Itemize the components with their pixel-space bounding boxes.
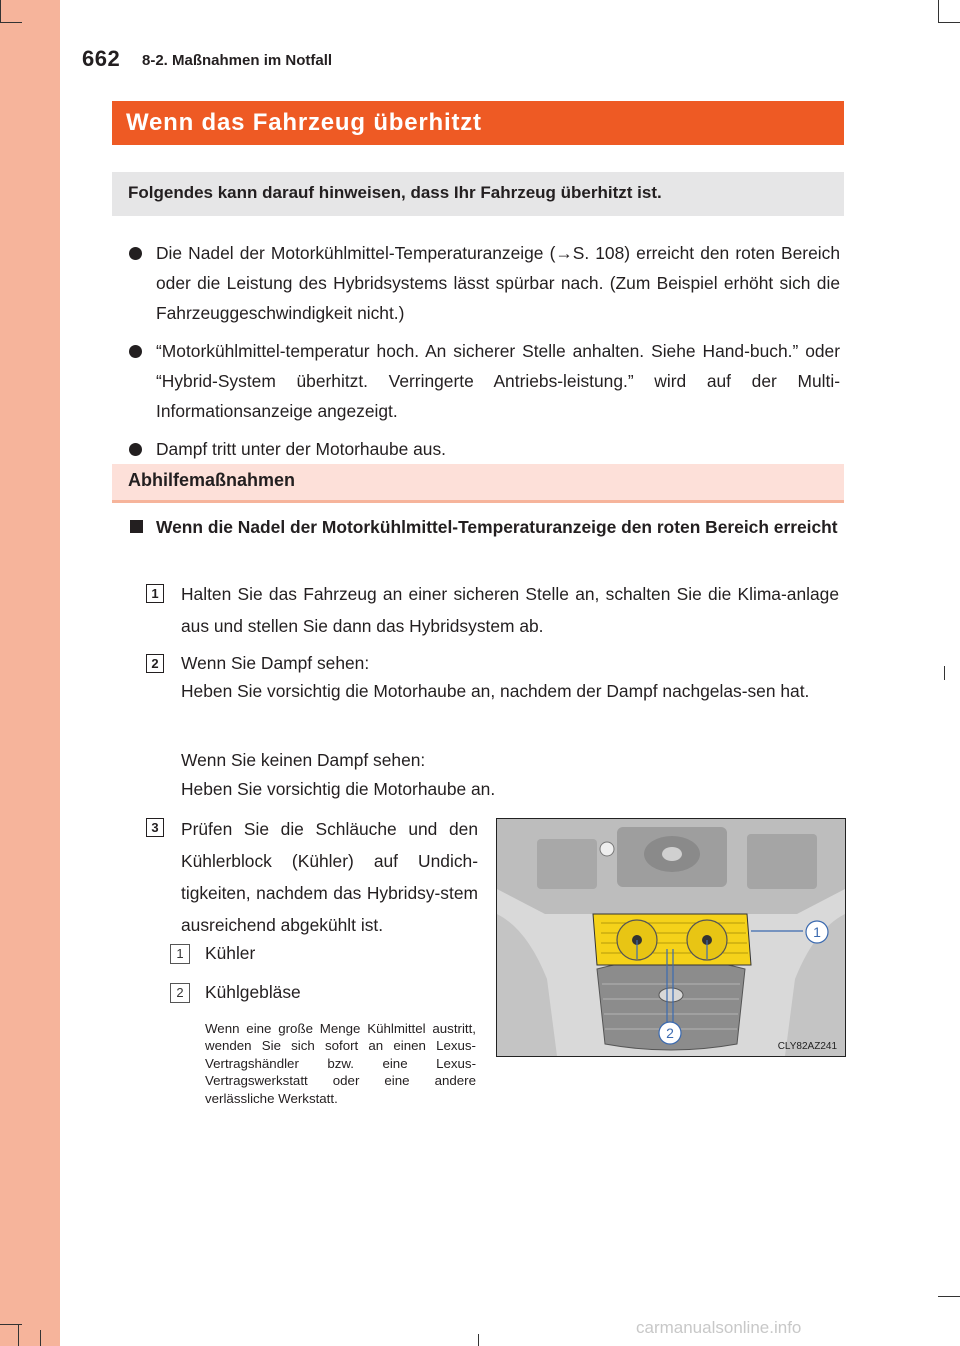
watermark: carmanualsonline.info — [636, 1318, 802, 1337]
engine-bay-figure — [496, 818, 846, 1057]
crop-mark — [938, 0, 939, 22]
symptom-list — [128, 238, 840, 472]
bullet-icon — [129, 345, 142, 358]
note-text: Wenn eine große Menge Kühlmittel austritt, wenden Sie sich sofort an einen Lexus-Vertragshändler bzw. eine Lexus-Vertragswerkstatt oder eine andere verlässliche Werkstatt. — [205, 1021, 476, 1106]
step-1-text: Halten Sie das Fahrzeug an einer sicheren Stelle an, schalten Sie die Klima-anlage aus und stellen Sie dann das Hybridsystem ab. — [181, 584, 839, 636]
condition-heading — [128, 512, 840, 542]
crop-mark — [18, 1324, 19, 1346]
crop-mark — [938, 1296, 960, 1297]
step-3-text: Prüfen Sie die Schläuche und den Kühlerblock (Kühler) auf Undich-tigkeiten, nachdem das Hybridsy-stem ausreichend abgekühlt ist. — [181, 819, 478, 935]
legend-number: 1 — [170, 944, 190, 964]
figure-callout-1: 1 — [813, 924, 821, 940]
crop-mark — [478, 1334, 479, 1346]
list-item — [128, 238, 840, 328]
crop-mark — [40, 1330, 41, 1346]
section-title: 8-2. Maßnahmen im Notfall — [142, 52, 333, 69]
side-strip — [0, 0, 60, 1346]
step-number: 1 — [146, 584, 164, 603]
square-bullet-icon — [130, 520, 143, 533]
legend-number: 2 — [170, 983, 190, 1003]
step-2-line: Heben Sie vorsichtig die Motorhaube an, nachdem der Dampf nachgelas-sen hat. — [181, 681, 810, 701]
crop-mark — [0, 22, 22, 23]
list-item-text: “Motorkühlmittel-temperatur hoch. An sicherer Stelle anhalten. Siehe Hand-buch.” oder “Hybrid-System überhitzt. Verringerte Antriebs-leistung.” wird auf der Multi-Informationsanzeige angezeigt. — [156, 341, 840, 421]
remedy-header — [112, 464, 844, 503]
condition-text: Wenn die Nadel der Motorkühlmittel-Temperaturanzeige den roten Bereich erreicht — [156, 517, 838, 537]
step-number: 3 — [146, 818, 164, 837]
step-number: 2 — [146, 654, 164, 673]
step-2-line: Heben Sie vorsichtig die Motorhaube an. — [181, 779, 496, 799]
crop-mark — [0, 0, 1, 22]
figure-callout-2: 2 — [666, 1025, 674, 1041]
page-number: 662 — [82, 46, 121, 71]
list-item-text: Dampf tritt unter der Motorhaube aus. — [156, 439, 446, 459]
info-box — [112, 172, 844, 216]
legend-label: Kühlgebläse — [205, 982, 301, 1002]
crop-mark — [0, 1324, 22, 1325]
bullet-icon — [129, 443, 142, 456]
list-item — [128, 336, 840, 426]
step-2-line: Wenn Sie keinen Dampf sehen: — [181, 750, 426, 770]
bullet-icon — [129, 247, 142, 260]
engine-bay-illustration — [497, 819, 845, 1056]
figure-code: CLY82AZ241 — [777, 1041, 837, 1052]
step-2-line: Wenn Sie Dampf sehen: — [181, 653, 370, 673]
page-title: Wenn das Fahrzeug überhitzt — [126, 109, 482, 136]
remedy-header-text: Abhilfemaßnahmen — [128, 470, 296, 490]
list-item-text: Die Nadel der Motorkühlmittel-Temperaturanzeige (→S. 108) erreicht den roten Bereich oder die Leistung des Hybridsystems lässt spürbar nach. (Zum Beispiel erhöht sich die Fahrzeuggeschwindigkeit nicht.) — [156, 243, 840, 323]
info-box-text: Folgendes kann darauf hinweisen, dass Ihr Fahrzeug überhitzt ist. — [128, 183, 662, 202]
list-item — [128, 434, 840, 464]
crop-mark — [938, 22, 960, 23]
crop-mark — [944, 666, 945, 680]
title-bar — [112, 101, 844, 145]
legend-label: Kühler — [205, 943, 256, 963]
